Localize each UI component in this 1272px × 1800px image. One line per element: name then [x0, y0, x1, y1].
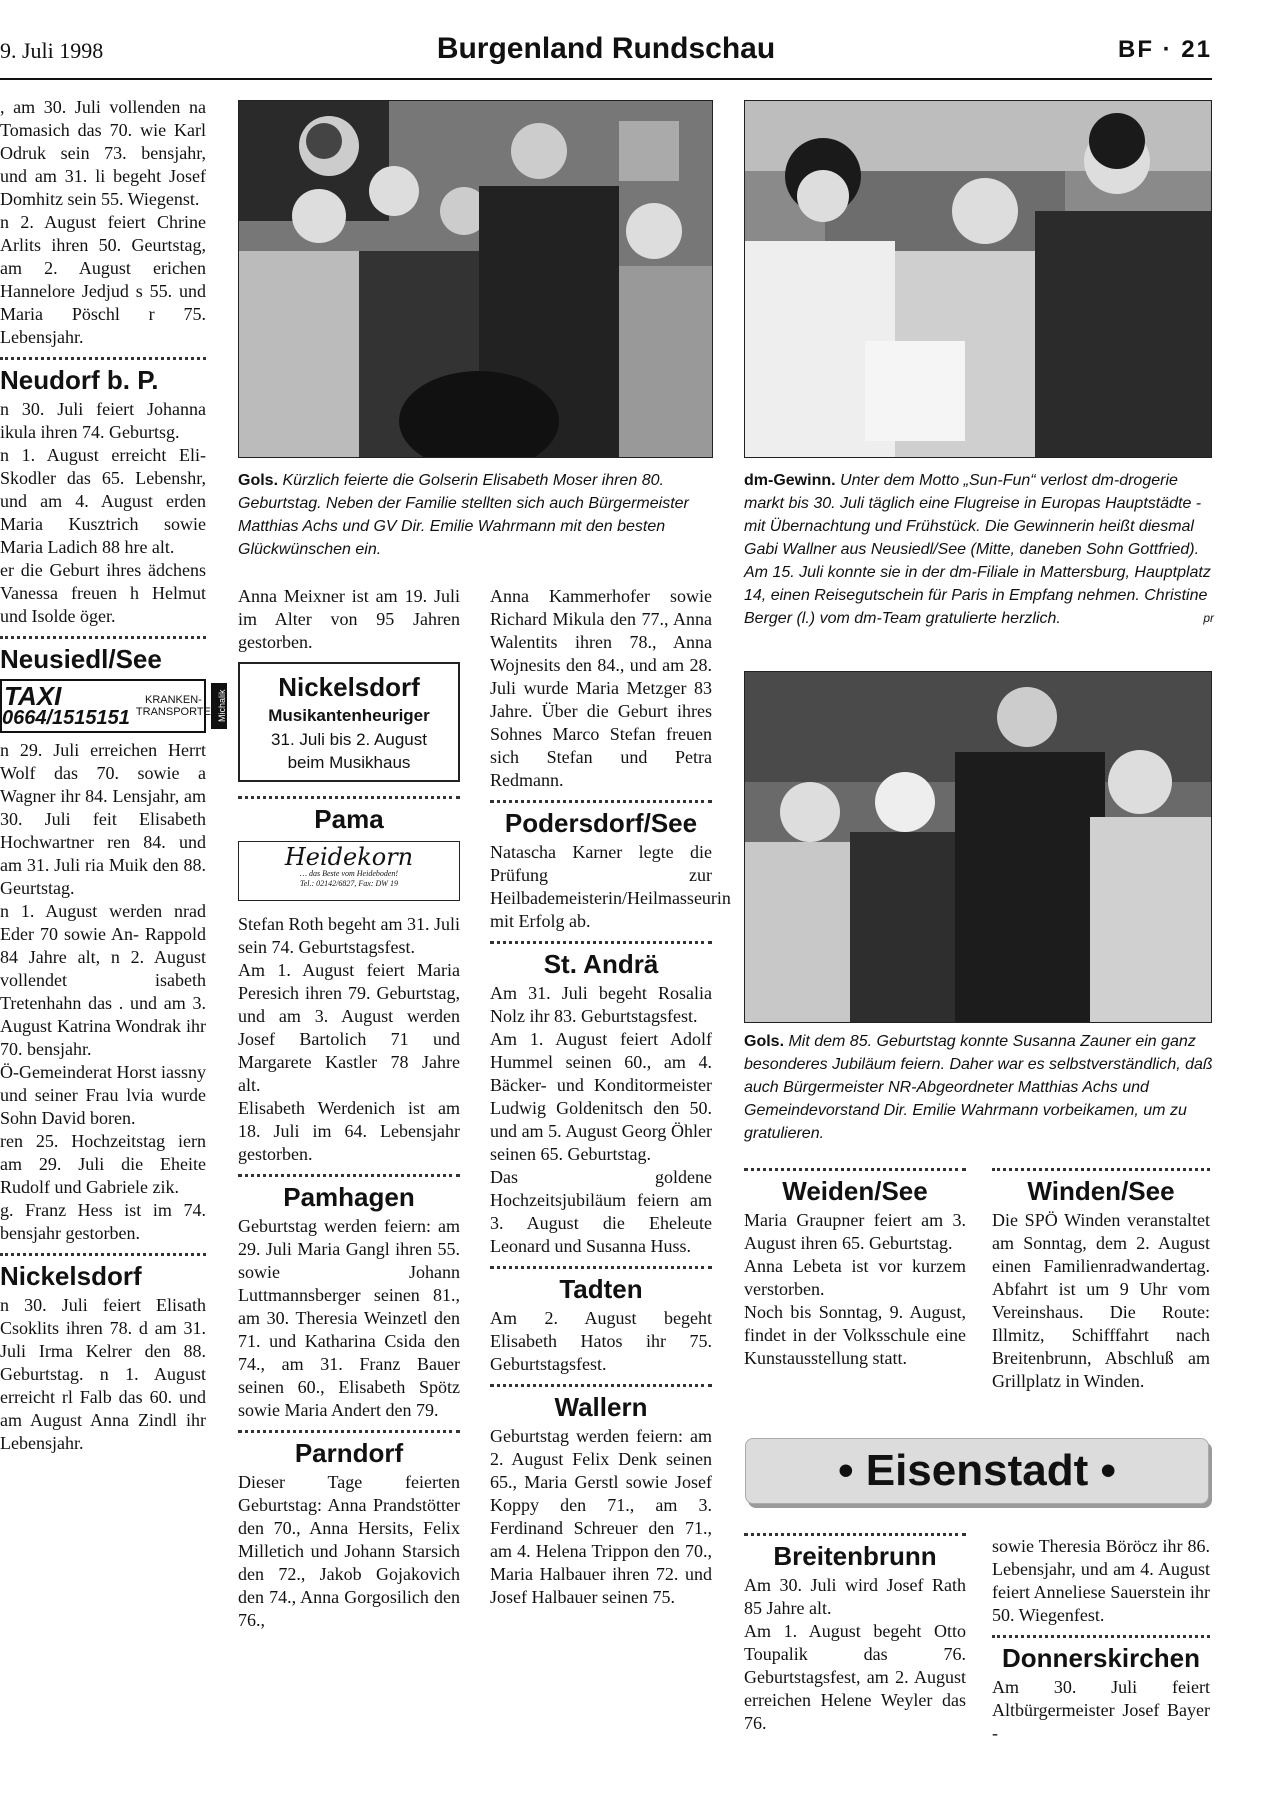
- text-paragraph: Ö-Gemeinderat Horst iassny und seiner Frau lvia wurde Sohn David boren.: [0, 1062, 206, 1128]
- dotted-separator: [490, 800, 712, 803]
- text-paragraph: Das goldene Hochzeitsjubiläum feiern am 3. August die Eheleute Leonard und Susanna Huss.: [490, 1167, 712, 1256]
- heidekorn-logo: Heidekorn: [284, 843, 414, 871]
- text-paragraph: Anna Lebeta ist vor kurzem verstorben.: [744, 1256, 966, 1299]
- photo-gols-birthday: [238, 100, 713, 458]
- photo-caption: [238, 469, 718, 561]
- text-paragraph: Am 30. Juli feiert Altbürgermeister Josef Bayer -: [992, 1677, 1210, 1743]
- text-paragraph: Stefan Roth begeht am 31. Juli sein 74. Geburtstagsfest.: [238, 914, 460, 957]
- heidekorn-slogan: … das Beste vom Heideboden!: [299, 869, 399, 878]
- column-5-lower: [992, 1535, 1210, 1745]
- taxi-phone: 0664/1515151: [2, 707, 130, 729]
- town-heading: Pama: [314, 804, 384, 834]
- caption-location: dm-Gewinn.: [744, 472, 836, 489]
- dotted-separator: [238, 796, 460, 799]
- page-header: [0, 28, 1212, 80]
- town-heading: Winden/See: [1027, 1176, 1175, 1206]
- ad-event: Musikantenheuriger: [268, 706, 430, 725]
- dotted-separator: [992, 1168, 1210, 1171]
- dotted-separator: [238, 1430, 460, 1433]
- text-paragraph: Am 30. Juli wird Josef Rath 85 Jahre alt.: [744, 1575, 966, 1618]
- caption-text: Unter dem Motto „Sun-Fun“ verlost dm-drogerie markt bis 30. Juli täglich eine Flugreise in Europas Hauptstädte - mit Übernachtung und Frühstück. Die Gewinnerin heißt diesmal Gabi Wallner aus Neusiedl/See (Mitte, daneben Sohn Gottfried). Am 15. Juli konnte sie in der dm-Filiale in Mattersburg, Hauptplatz 14, einen Reisegutschein für Paris in Empfang nehmen. Christine Berger (l.) vom dm-Team gratulierte herzlich.: [744, 472, 1211, 627]
- text-paragraph: Noch bis Sonntag, 9. August, findet in der Volksschule eine Kunstausstellung statt.: [744, 1302, 966, 1368]
- town-heading: Weiden/See: [782, 1176, 928, 1206]
- text-paragraph: Maria Graupner feiert am 3. August ihren 65. Geburtstag.: [744, 1210, 966, 1253]
- caption-location: Gols.: [744, 1033, 785, 1050]
- event-advertisement: [238, 662, 460, 782]
- text-paragraph: Anna Kammerhofer sowie Richard Mikula den 77., Anna Walentits ihren 78., Anna Wojnesits den 84., und am 28. Juli wurde Maria Metzger 83 Jahre. Über die Geburt ihres Sohnes Marco Stefan freuen sich Stefan und Petra Redmann.: [490, 586, 712, 790]
- dotted-separator: [0, 357, 206, 360]
- heidekorn-contact: Tel.: 02142/6827, Fax: DW 19: [300, 879, 398, 888]
- text-paragraph: Elisabeth Werdenich ist am 18. Juli im 64. Lebensjahr gestorben.: [238, 1098, 460, 1164]
- text-paragraph: Anna Meixner ist am 19. Juli im Alter von 95 Jahren gestorben.: [238, 586, 460, 652]
- photo-caption: [744, 469, 1214, 630]
- town-heading: Parndorf: [294, 1438, 404, 1468]
- text-paragraph: n 29. Juli erreichen Herrt Wolf das 70. sowie a Wagner ihr 84. Lensjahr, am 30. Juli feit Elisabeth Hochwartner ren 84. und am 31. Juli ria Muik den 88. Geurtstag.: [0, 740, 206, 898]
- taxi-company: Michalik: [211, 683, 227, 729]
- photo-gols-jubilaeum: [744, 671, 1212, 1023]
- town-heading: Wallern: [554, 1392, 648, 1422]
- newspaper-title: Burgenland Rundschau: [436, 32, 776, 65]
- text-paragraph: Am 31. Juli begeht Rosalia Nolz ihr 83. Geburtstagsfest.: [490, 983, 712, 1026]
- town-heading: Nickelsdorf: [0, 1261, 142, 1291]
- text-paragraph: n 1. August werden nrad Eder 70 sowie An- Rappold 84 Jahre alt, n 2. August vollendet isabeth Tretenhahn das . und am 3. August Katrina Wondrak ihr 70. bensjahr.: [0, 901, 206, 1059]
- dotted-separator: [0, 1253, 206, 1256]
- dotted-separator: [490, 1266, 712, 1269]
- dotted-separator: [490, 941, 712, 944]
- photo-credit: pr: [1203, 611, 1214, 625]
- issue-date: 9. Juli 1998: [0, 38, 104, 63]
- column-3: [490, 585, 731, 1609]
- column-2: [238, 585, 460, 1632]
- dotted-separator: [744, 1168, 966, 1171]
- taxi-advertisement: [0, 679, 227, 733]
- town-heading: Pamhagen: [283, 1182, 415, 1212]
- text-paragraph: Die SPÖ Winden veranstaltet am Sonntag, dem 2. August einen Familienradwandertag. Abfahrt ist um 9 Uhr vom Vereinshaus. Die Route: Illmitz, Schifffahrt nach Breitenbrunn, Abschluß am Grillplatz in Winden.: [992, 1210, 1210, 1391]
- column-4: [744, 1160, 966, 1370]
- ad-title: Nickelsdorf: [278, 672, 420, 702]
- text-paragraph: n 1. August erreicht Eli-Skodler das 65. Lebenshr, und am 4. August erden Maria Kusztrich sowie Maria Ladich 88 hre alt.: [0, 445, 206, 557]
- dotted-separator: [992, 1635, 1210, 1638]
- ad-location: beim Musikhaus: [287, 753, 411, 772]
- text-paragraph: Am 2. August begeht Elisabeth Hatos ihr 75. Geburtstagsfest.: [490, 1308, 712, 1374]
- caption-text: Mit dem 85. Geburtstag konnte Susanna Zauner ein ganz besonderes Jubiläum feiern. Daher war es selbstverständlich, daß auch Bürgermeister NR-Abgeordneter Matthias Achs und Gemeindevorstand Dir. Emilie Wahrmann vorbeikamen, um zu gratulieren.: [744, 1033, 1213, 1142]
- text-paragraph: ren 25. Hochzeitstag iern am 29. Juli die Eheite Rudolf und Gabriele zik.: [0, 1131, 206, 1197]
- text-paragraph: g. Franz Hess ist im 74. bensjahr gestorben.: [0, 1200, 206, 1243]
- photo-dm-gewinn: [744, 100, 1212, 458]
- town-heading: St. Andrä: [543, 949, 659, 979]
- caption-text: Kürzlich feierte die Golserin Elisabeth Moser ihren 80. Geburtstag. Neben der Familie stellten sich auch Bürgermeister Matthias Achs und GV Dir. Emilie Wahrmann mit den besten Glückwünschen ein.: [238, 472, 689, 558]
- town-heading: Neudorf b. P.: [0, 365, 159, 395]
- heidekorn-advertisement: [238, 841, 460, 901]
- photo-caption: [744, 1030, 1214, 1145]
- dotted-separator: [744, 1533, 966, 1536]
- text-paragraph: , am 30. Juli vollenden na Tomasich das 70. wie Karl Odruk sein 73. bensjahr, und am 31. li begeht Josef Domhitz sein 55. Wiegenst.: [0, 97, 206, 209]
- town-heading: Podersdorf/See: [504, 808, 698, 838]
- text-paragraph: Geburtstag werden feiern: am 29. Juli Maria Gangl ihren 55. sowie Johann Luttmannsberger seinen 81., am 30. Theresia Weinzetl den 71. und Katharina Csida den 74., am 31. Franz Bauer seinen 60., Elisabeth Spötz sowie Maria Andert den 79.: [238, 1216, 460, 1420]
- dotted-separator: [238, 1174, 460, 1177]
- text-paragraph: n 2. August feiert Chrine Arlits ihren 50. Geurtstag, am 2. August erichen Hannelore Jedjud s 55. und Maria Pöschl r 75. Lebensjahr.: [0, 212, 206, 347]
- dotted-separator: [490, 1384, 712, 1387]
- dotted-separator: [0, 636, 206, 639]
- town-heading: Neusiedl/See: [0, 644, 162, 674]
- text-paragraph: Geburtstag werden feiern: am 2. August Felix Denk seinen 65., Maria Gerstl sowie Josef Koppy den 71., am 3. Ferdinand Schreuer den 71., am 4. Helena Trippon den 70., Maria Halbauer ihren 72. und Josef Halbauer seinen 75.: [490, 1426, 712, 1607]
- text-paragraph: n 30. Juli feiert Johanna ikula ihren 74. Geburtsg.: [0, 399, 206, 442]
- text-paragraph: sowie Theresia Böröcz ihr 86. Lebensjahr, und am 4. August feiert Anneliese Sauerstein ihr 50. Wiegenfest.: [992, 1536, 1210, 1625]
- taxi-label: TAXI: [4, 681, 62, 711]
- taxi-subtitle: KRANKEN-TRANSPORTE: [135, 694, 211, 718]
- text-paragraph: Am 1. August feiert Maria Peresich ihren 79. Geburtstag, und am 3. August werden Josef Bartolich 71 und Margarete Kastler 78 Jahre alt.: [238, 960, 460, 1095]
- ad-date: 31. Juli bis 2. August: [271, 730, 427, 749]
- column-1: [0, 96, 227, 1455]
- town-heading: Donnerskirchen: [1002, 1643, 1200, 1673]
- text-paragraph: Natascha Karner legte die Prüfung zur Heilbademeisterin/Heilmasseurin mit Erfolg ab.: [490, 842, 731, 931]
- text-paragraph: n 30. Juli feiert Elisath Csoklits ihren 78. d am 31. Juli Irma Kelrer den 88. Geburtstag. n 1. August erreicht rl Falb das 60. und am August Anna Zindl ihr Lebensjahr.: [0, 1295, 206, 1453]
- section-banner-eisenstadt: • Eisenstadt •: [745, 1438, 1209, 1504]
- page-number: BF · 21: [1117, 36, 1212, 63]
- text-paragraph: Am 1. August feiert Adolf Hummel seinen 60., am 4. Bäcker- und Konditormeister Ludwig Goldenitsch den 50. und am 5. August Georg Öhler seinen 65. Geburtstag.: [490, 1029, 712, 1164]
- column-4-lower: [744, 1525, 966, 1735]
- text-paragraph: er die Geburt ihres ädchens Vanessa freuen h Helmut und Isolde öger.: [0, 560, 206, 626]
- column-5: [992, 1160, 1210, 1393]
- caption-location: Gols.: [238, 472, 279, 489]
- town-heading: Tadten: [559, 1274, 643, 1304]
- text-paragraph: Am 1. August begeht Otto Toupalik das 76. Geburtstagsfest, am 2. August erreichen Helene Weyler das 76.: [744, 1621, 966, 1733]
- town-heading: Breitenbrunn: [773, 1541, 937, 1571]
- text-paragraph: Dieser Tage feierten Geburtstag: Anna Prandstötter den 70., Anna Hersits, Felix Milletich und Johann Starsich den 72., Jakob Gojakovich den 74., Anna Gorgosilich den 76.,: [238, 1472, 460, 1630]
